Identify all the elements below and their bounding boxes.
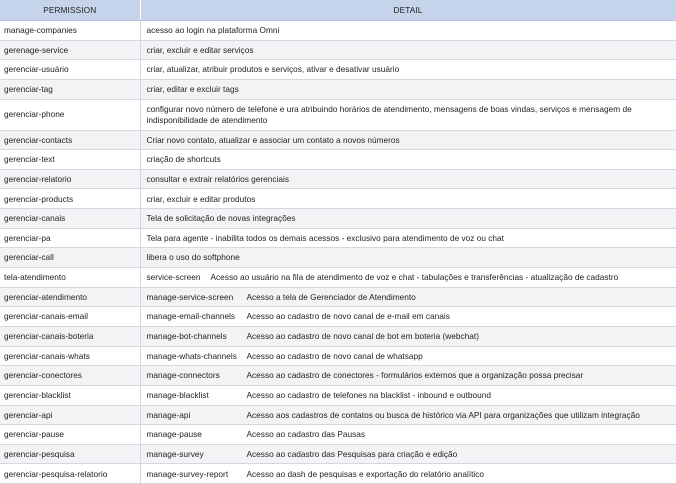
- table-row: [0, 21, 676, 41]
- detail-cell: [140, 228, 676, 248]
- table-row: [0, 405, 676, 425]
- detail-cell: [140, 248, 676, 268]
- detail-cell: [140, 40, 676, 60]
- permission-cell: gerenciar-pesquisa-relatorio: [0, 464, 140, 484]
- detail-text: configurar novo número de telefone e ura atribuindo horários de atendimento, mensagens de boas vindas, serviços e mensagem de indisponibilidade de atendimento: [146, 104, 632, 125]
- permission-cell: gerenciar-pesquisa: [0, 444, 140, 464]
- permission-cell: gerenciar-tag: [0, 79, 140, 99]
- permission-cell: gerenciar-api: [0, 405, 140, 425]
- permission-code: manage-survey-report: [146, 468, 229, 479]
- detail-text: Acesso ao cadastro de novo canal de whatsapp: [246, 350, 423, 361]
- detail-cell: [140, 268, 676, 288]
- permission-cell: gerenciar-atendimento: [0, 287, 140, 307]
- permission-cell: gerenciar-usuário: [0, 60, 140, 80]
- detail-text: Acesso ao cadastro de telefones na blacklist - inbound e outbound: [246, 389, 491, 400]
- detail-text: criar, atualizar, atribuir produtos e serviços, ativar e desativar usuário: [146, 64, 400, 75]
- table-row: [0, 268, 676, 288]
- table-header-row: [0, 0, 676, 21]
- permission-cell: gerenciar-contacts: [0, 130, 140, 150]
- detail-text: Acesso a tela de Gerenciador de Atendimento: [246, 291, 416, 302]
- permission-code: manage-survey: [146, 448, 204, 459]
- detail-text: Tela de solicitação de novas integrações: [146, 213, 296, 224]
- table-row: [0, 130, 676, 150]
- detail-cell: [140, 99, 676, 130]
- permission-cell: gerenciar-text: [0, 150, 140, 170]
- permission-code: manage-api: [146, 409, 191, 420]
- detail-cell: [140, 385, 676, 405]
- permission-cell: gerenciar-pa: [0, 228, 140, 248]
- permission-cell: gerenciar-canais-email: [0, 307, 140, 327]
- detail-text: acesso ao login na plataforma Omni: [146, 25, 280, 36]
- detail-cell: [140, 444, 676, 464]
- table-row: [0, 307, 676, 327]
- permission-code: manage-connectors: [146, 370, 220, 381]
- table-row: [0, 99, 676, 130]
- permission-cell: gerenciar-products: [0, 189, 140, 209]
- table-row: [0, 346, 676, 366]
- detail-text: criar, excluir e editar serviços: [146, 44, 254, 55]
- permission-cell: gerenciar-call: [0, 248, 140, 268]
- permission-code: manage-email-channels: [146, 311, 236, 322]
- detail-text: Criar novo contato, atualizar e associar um contato a novos números: [146, 134, 400, 145]
- detail-cell: [140, 346, 676, 366]
- permission-code: manage-pause: [146, 429, 202, 440]
- column-header-detail: DETAIL: [140, 0, 676, 21]
- permission-code: manage-bot-channels: [146, 331, 227, 342]
- table-row: [0, 287, 676, 307]
- table-row: [0, 464, 676, 484]
- permission-code: service-screen: [146, 272, 201, 283]
- permission-cell: gerenciar-relatorio: [0, 169, 140, 189]
- detail-text: libera o uso do softphone: [146, 252, 240, 263]
- permission-code: manage-whats-channels: [146, 350, 237, 361]
- permission-cell: tela-atendimento: [0, 268, 140, 288]
- detail-text: Acesso ao cadastro de novo canal de bot em boteria (webchat): [246, 331, 479, 342]
- detail-text: Acesso ao cadastro das Pesquisas para criação e edição: [246, 448, 458, 459]
- permission-cell: manage-companies: [0, 21, 140, 41]
- detail-cell: [140, 405, 676, 425]
- table-row: [0, 326, 676, 346]
- table-body: [0, 21, 676, 484]
- table-row: [0, 248, 676, 268]
- detail-cell: [140, 326, 676, 346]
- permission-cell: gerenciar-canais-whats: [0, 346, 140, 366]
- detail-text: consultar e extrair relatórios gerenciais: [146, 173, 289, 184]
- permission-cell: gerenage-service: [0, 40, 140, 60]
- permission-code: manage-service-screen: [146, 291, 234, 302]
- table-row: [0, 40, 676, 60]
- detail-cell: [140, 21, 676, 41]
- detail-text: Acesso ao dash de pesquisas e exportação do relatório analítico: [246, 468, 485, 479]
- table-row: [0, 150, 676, 170]
- detail-text: criar, editar e excluir tags: [146, 83, 239, 94]
- detail-text: Acesso aos cadastros de contatos ou busca de histórico via API para organizações que utilizam integração: [246, 409, 640, 420]
- table-row: [0, 209, 676, 229]
- permission-cell: gerenciar-blacklist: [0, 385, 140, 405]
- detail-text: Acesso ao cadastro de novo canal de e-mail em canais: [246, 311, 450, 322]
- permission-cell: gerenciar-canais: [0, 209, 140, 229]
- table-row: [0, 366, 676, 386]
- detail-text: criar, excluir e editar produtos: [146, 193, 256, 204]
- detail-cell: [140, 425, 676, 445]
- table-row: [0, 79, 676, 99]
- table-row: [0, 60, 676, 80]
- detail-text: Acesso ao cadastro de conectores - formulários externos que a organização possa precisar: [246, 370, 584, 381]
- detail-cell: [140, 150, 676, 170]
- permission-cell: gerenciar-phone: [0, 99, 140, 130]
- detail-cell: [140, 60, 676, 80]
- detail-text: criação de shortcuts: [146, 154, 221, 165]
- detail-cell: [140, 366, 676, 386]
- detail-cell: [140, 169, 676, 189]
- permission-cell: gerenciar-canais-boteria: [0, 326, 140, 346]
- table-row: [0, 189, 676, 209]
- table-row: [0, 425, 676, 445]
- permission-cell: gerenciar-conectores: [0, 366, 140, 386]
- table-row: [0, 444, 676, 464]
- permission-code: manage-blacklist: [146, 389, 209, 400]
- detail-cell: [140, 209, 676, 229]
- table-row: [0, 385, 676, 405]
- table-row: [0, 169, 676, 189]
- detail-cell: [140, 287, 676, 307]
- detail-text: Acesso ao usuário na fila de atendimento de voz e chat - tabulações e transferências - atualização de cadastro: [210, 272, 619, 283]
- permission-cell: gerenciar-pause: [0, 425, 140, 445]
- detail-cell: [140, 189, 676, 209]
- detail-cell: [140, 79, 676, 99]
- detail-cell: [140, 464, 676, 484]
- detail-text: Acesso ao cadastro das Pausas: [246, 429, 366, 440]
- detail-cell: [140, 307, 676, 327]
- table-row: [0, 228, 676, 248]
- column-header-permission: PERMISSION: [0, 0, 140, 21]
- detail-text: Tela para agente - inabilita todos os demais acessos - exclusivo para atendimento de voz ou chat: [146, 232, 504, 243]
- detail-cell: [140, 130, 676, 150]
